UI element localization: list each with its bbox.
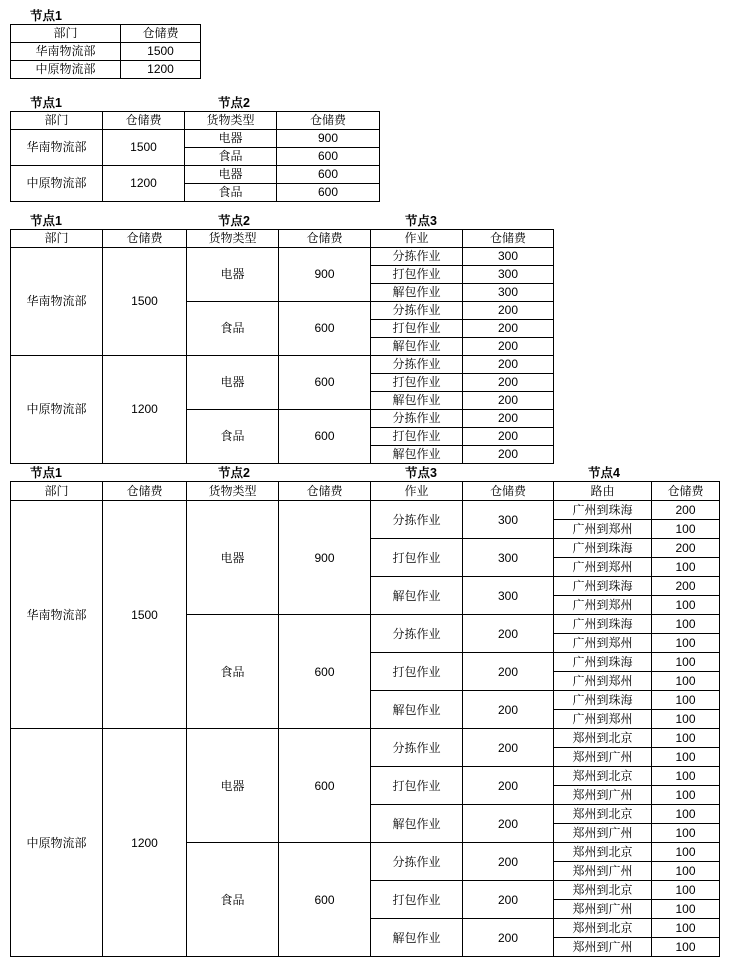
node-label-row-2: [10, 95, 380, 111]
table-3: [10, 229, 554, 464]
cell-route: 郑州到广州: [554, 938, 652, 957]
cell-route-fee: 100: [652, 786, 720, 805]
cell-goods-type: 食品: [187, 410, 279, 464]
cell-route: 广州到郑州: [554, 520, 652, 539]
cell-operation: 分拣作业: [371, 843, 463, 881]
cell-goods-fee: 600: [279, 410, 371, 464]
cell-op-fee: 200: [463, 410, 554, 428]
header-cell-goods-type: 货物类型: [187, 230, 279, 248]
table-1: [10, 24, 201, 79]
cell-fee: 1200: [103, 729, 187, 957]
cell-dept: 中原物流部: [11, 61, 121, 79]
header-cell-dept: 部门: [11, 112, 103, 130]
cell-route-fee: 100: [652, 653, 720, 672]
cell-op-fee: 200: [463, 919, 554, 957]
cell-operation: 解包作业: [371, 577, 463, 615]
cell-route: 广州到珠海: [554, 691, 652, 710]
cell-route: 郑州到北京: [554, 881, 652, 900]
cell-route: 广州到郑州: [554, 596, 652, 615]
cell-operation: 打包作业: [371, 881, 463, 919]
cell-route: 郑州到北京: [554, 729, 652, 748]
cell-route-fee: 100: [652, 900, 720, 919]
cell-route: 广州到郑州: [554, 710, 652, 729]
cell-route: 广州到珠海: [554, 577, 652, 596]
cell-route: 广州到珠海: [554, 539, 652, 558]
cell-fee: 1200: [121, 61, 201, 79]
header-cell-dept: 部门: [11, 25, 121, 43]
cell-route: 郑州到广州: [554, 862, 652, 881]
cell-route-fee: 100: [652, 691, 720, 710]
cell-operation: 打包作业: [371, 767, 463, 805]
header-cell-goods-type: 货物类型: [187, 482, 279, 501]
cell-operation: 分拣作业: [371, 615, 463, 653]
cell-goods-fee: 600: [277, 184, 380, 202]
cell-operation: 分拣作业: [371, 501, 463, 539]
cell-operation: 解包作业: [371, 284, 463, 302]
cell-route-fee: 100: [652, 634, 720, 653]
cell-goods-type: 食品: [185, 184, 277, 202]
cell-route: 郑州到北京: [554, 919, 652, 938]
header-cell-dept: 部门: [11, 482, 103, 501]
table-row: [11, 130, 380, 148]
cell-op-fee: 200: [463, 615, 554, 653]
header-cell-storage-fee-2: 仓储费: [277, 112, 380, 130]
cell-route-fee: 100: [652, 710, 720, 729]
table-row: [11, 729, 720, 748]
cell-route: 郑州到广州: [554, 900, 652, 919]
cell-goods-type: 食品: [187, 615, 279, 729]
cell-op-fee: 200: [463, 338, 554, 356]
cell-goods-fee: 600: [279, 356, 371, 410]
cell-route-fee: 200: [652, 577, 720, 596]
cell-operation: 打包作业: [371, 428, 463, 446]
cell-op-fee: 200: [463, 320, 554, 338]
node-label-row-4: [10, 465, 730, 481]
cell-dept: 中原物流部: [11, 729, 103, 957]
cell-goods-fee: 600: [279, 615, 371, 729]
header-cell-storage-fee-2: 仓储费: [279, 230, 371, 248]
cell-operation: 分拣作业: [371, 729, 463, 767]
cell-op-fee: 200: [463, 767, 554, 805]
cell-operation: 解包作业: [371, 392, 463, 410]
cell-route-fee: 200: [652, 501, 720, 520]
cell-dept: 华南物流部: [11, 43, 121, 61]
table-header-row: [11, 25, 201, 43]
cell-goods-type: 电器: [185, 166, 277, 184]
cell-goods-fee: 600: [279, 843, 371, 957]
cell-goods-type: 食品: [187, 302, 279, 356]
cell-route: 广州到珠海: [554, 653, 652, 672]
cell-operation: 打包作业: [371, 374, 463, 392]
cell-dept: 华南物流部: [11, 130, 103, 166]
cell-route-fee: 100: [652, 615, 720, 634]
cell-operation: 分拣作业: [371, 248, 463, 266]
cell-operation: 解包作业: [371, 691, 463, 729]
node-label-node3: 节点3: [405, 214, 437, 228]
cell-goods-type: 食品: [187, 843, 279, 957]
cell-operation: 分拣作业: [371, 356, 463, 374]
cell-route-fee: 100: [652, 843, 720, 862]
cell-op-fee: 200: [463, 653, 554, 691]
table-2: [10, 111, 380, 202]
table-row: [11, 501, 720, 520]
table-4: [10, 481, 720, 957]
cell-goods-type: 电器: [187, 729, 279, 843]
cell-fee: 1500: [121, 43, 201, 61]
node-label-node1: 节点1: [30, 214, 62, 228]
cell-route-fee: 100: [652, 862, 720, 881]
cell-route-fee: 100: [652, 805, 720, 824]
cell-route-fee: 100: [652, 558, 720, 577]
node-label-node4: 节点4: [588, 466, 620, 480]
cell-op-fee: 300: [463, 284, 554, 302]
cell-goods-type: 电器: [187, 248, 279, 302]
cell-op-fee: 200: [463, 843, 554, 881]
cell-op-fee: 200: [463, 805, 554, 843]
cell-route: 郑州到北京: [554, 805, 652, 824]
table-row: [11, 61, 201, 79]
cell-op-fee: 200: [463, 446, 554, 464]
cell-route-fee: 100: [652, 748, 720, 767]
cell-goods-fee: 600: [277, 166, 380, 184]
table-header-row: [11, 482, 720, 501]
header-cell-storage-fee: 仓储费: [103, 112, 185, 130]
cell-route: 广州到珠海: [554, 501, 652, 520]
table-block-3: [10, 213, 570, 464]
cell-route-fee: 100: [652, 672, 720, 691]
header-cell-operation: 作业: [371, 230, 463, 248]
cell-operation: 解包作业: [371, 338, 463, 356]
cell-op-fee: 200: [463, 356, 554, 374]
header-cell-storage-fee: 仓储费: [103, 482, 187, 501]
cell-op-fee: 300: [463, 501, 554, 539]
header-cell-storage-fee-3: 仓储费: [463, 482, 554, 501]
cell-route-fee: 100: [652, 767, 720, 786]
cell-op-fee: 200: [463, 428, 554, 446]
node-label-node2: 节点2: [218, 96, 250, 110]
cell-op-fee: 300: [463, 577, 554, 615]
table-header-row: [11, 112, 380, 130]
cell-operation: 分拣作业: [371, 302, 463, 320]
table-row: [11, 248, 554, 266]
cell-op-fee: 200: [463, 302, 554, 320]
table-block-2: [10, 95, 380, 202]
table-block-4: [10, 465, 730, 957]
cell-route: 广州到郑州: [554, 672, 652, 691]
cell-goods-fee: 600: [277, 148, 380, 166]
cell-route-fee: 100: [652, 938, 720, 957]
cell-operation: 分拣作业: [371, 410, 463, 428]
cell-route: 郑州到北京: [554, 843, 652, 862]
cell-fee: 1500: [103, 248, 187, 356]
cell-route-fee: 200: [652, 539, 720, 558]
header-cell-dept: 部门: [11, 230, 103, 248]
cell-op-fee: 200: [463, 691, 554, 729]
cell-goods-fee: 900: [279, 248, 371, 302]
cell-route: 广州到珠海: [554, 615, 652, 634]
cell-op-fee: 200: [463, 374, 554, 392]
cell-goods-fee: 900: [277, 130, 380, 148]
node-label-node1: 节点1: [30, 9, 62, 23]
cell-fee: 1500: [103, 130, 185, 166]
header-cell-route: 路由: [554, 482, 652, 501]
table-block-1: [10, 8, 201, 79]
cell-op-fee: 200: [463, 729, 554, 767]
cell-operation: 解包作业: [371, 919, 463, 957]
cell-route: 郑州到广州: [554, 786, 652, 805]
cell-route-fee: 100: [652, 596, 720, 615]
cell-route: 郑州到北京: [554, 767, 652, 786]
cell-route: 广州到郑州: [554, 558, 652, 577]
header-cell-storage-fee: 仓储费: [121, 25, 201, 43]
cell-operation: 解包作业: [371, 805, 463, 843]
header-cell-storage-fee-2: 仓储费: [279, 482, 371, 501]
cell-operation: 解包作业: [371, 446, 463, 464]
node-label-node1: 节点1: [30, 466, 62, 480]
cell-route-fee: 100: [652, 919, 720, 938]
cell-dept: 中原物流部: [11, 356, 103, 464]
cell-operation: 打包作业: [371, 320, 463, 338]
cell-route-fee: 100: [652, 729, 720, 748]
cell-op-fee: 300: [463, 539, 554, 577]
table-header-row: [11, 230, 554, 248]
node-label-node3: 节点3: [405, 466, 437, 480]
cell-dept: 华南物流部: [11, 248, 103, 356]
cell-goods-type: 电器: [185, 130, 277, 148]
node-label-node1: 节点1: [30, 96, 62, 110]
cell-route: 广州到郑州: [554, 634, 652, 653]
cell-op-fee: 200: [463, 881, 554, 919]
cell-dept: 华南物流部: [11, 501, 103, 729]
table-row: [11, 166, 380, 184]
node-label-row-1: [10, 8, 200, 24]
cell-goods-fee: 900: [279, 501, 371, 615]
cell-dept: 中原物流部: [11, 166, 103, 202]
node-label-node2: 节点2: [218, 466, 250, 480]
table-row: [11, 356, 554, 374]
table-row: [11, 43, 201, 61]
cell-operation: 打包作业: [371, 653, 463, 691]
header-cell-goods-type: 货物类型: [185, 112, 277, 130]
cell-goods-type: 食品: [185, 148, 277, 166]
node-label-row-3: [10, 213, 570, 229]
cell-route: 郑州到广州: [554, 748, 652, 767]
cell-fee: 1200: [103, 166, 185, 202]
cell-op-fee: 300: [463, 248, 554, 266]
cell-fee: 1500: [103, 501, 187, 729]
node-label-node2: 节点2: [218, 214, 250, 228]
cell-route-fee: 100: [652, 520, 720, 539]
cell-operation: 打包作业: [371, 539, 463, 577]
cell-operation: 打包作业: [371, 266, 463, 284]
cell-goods-fee: 600: [279, 729, 371, 843]
header-cell-storage-fee-4: 仓储费: [652, 482, 720, 501]
cell-route: 郑州到广州: [554, 824, 652, 843]
cell-goods-fee: 600: [279, 302, 371, 356]
cell-route-fee: 100: [652, 824, 720, 843]
header-cell-storage-fee-3: 仓储费: [463, 230, 554, 248]
header-cell-operation: 作业: [371, 482, 463, 501]
cell-op-fee: 200: [463, 392, 554, 410]
cell-op-fee: 300: [463, 266, 554, 284]
cell-goods-type: 电器: [187, 356, 279, 410]
cell-route-fee: 100: [652, 881, 720, 900]
cell-fee: 1200: [103, 356, 187, 464]
header-cell-storage-fee: 仓储费: [103, 230, 187, 248]
cell-goods-type: 电器: [187, 501, 279, 615]
